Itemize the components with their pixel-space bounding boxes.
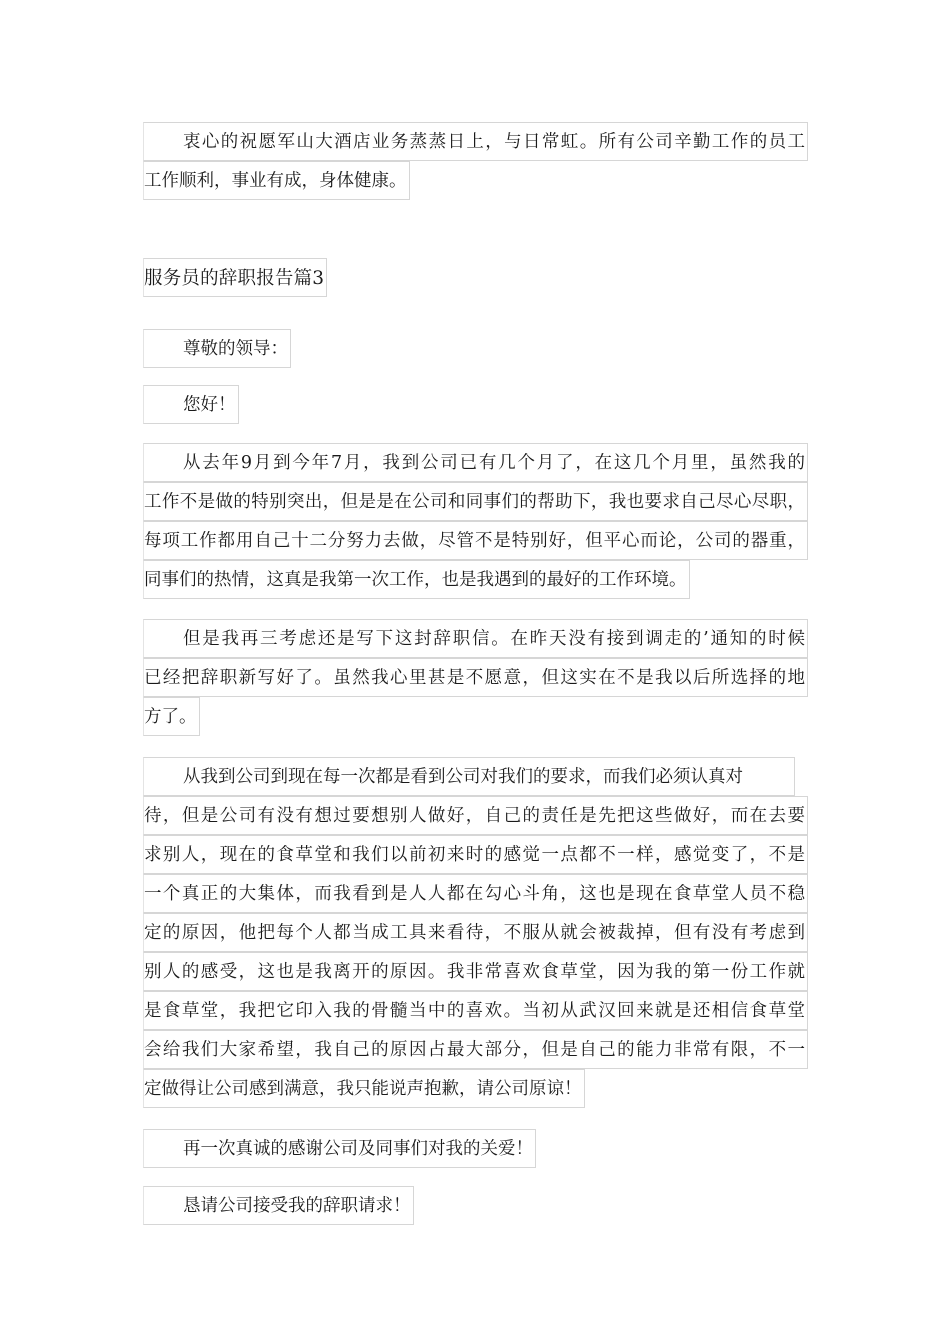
section-heading: 服务员的辞职报告篇3 — [143, 258, 327, 297]
salutation: 尊敬的领导： — [143, 329, 291, 368]
paragraph-3-line-1: 从我到公司到现在每一次都是看到公司对我们的要求，而我们必须认真对 — [143, 757, 795, 796]
paragraph-2-line-1: 但是我再三考虑还是写下这封辞职信。在昨天没有接到调走的’通知的时候 — [143, 619, 808, 658]
greeting: 您好！ — [143, 385, 239, 424]
paragraph-3-line-6: 别人的感受，这也是我离开的原因。我非常喜欢食草堂，因为我的第一份工作就 — [143, 952, 808, 991]
closing-paragraph-line-1: 衷心的祝愿军山大酒店业务蒸蒸日上，与日常虹。所有公司辛勤工作的员工 — [143, 122, 808, 161]
paragraph-3-line-2: 待，但是公司有没有想过要想别人做好，自己的责任是先把这些做好，而在去要 — [143, 796, 808, 835]
paragraph-3-line-5: 定的原因，他把每个人都当成工具来看待，不服从就会被裁掉，但有没有考虑到 — [143, 913, 808, 952]
paragraph-3-line-3: 求别人，现在的食草堂和我们以前初来时的感觉一点都不一样，感觉变了，不是 — [143, 835, 808, 874]
thanks-line: 再一次真诚的感谢公司及同事们对我的关爱！ — [143, 1129, 536, 1168]
paragraph-3-line-7: 是食草堂，我把它印入我的骨髓当中的喜欢。当初从武汉回来就是还相信食草堂 — [143, 991, 808, 1030]
closing-paragraph-line-2: 工作顺利，事业有成，身体健康。 — [143, 161, 410, 200]
paragraph-1-line-1: 从去年9月到今年7月，我到公司已有几个月了，在这几个月里，虽然我的 — [143, 443, 808, 482]
paragraph-1-line-2: 工作不是做的特别突出，但是是在公司和同事们的帮助下，我也要求自己尽心尽职， — [143, 482, 808, 521]
request-line: 恳请公司接受我的辞职请求！ — [143, 1186, 414, 1225]
paragraph-2-line-2: 已经把辞职新写好了。虽然我心里甚是不愿意，但这实在不是我以后所选择的地 — [143, 658, 808, 697]
paragraph-1-line-4: 同事们的热情，这真是我第一次工作，也是我遇到的最好的工作环境。 — [143, 560, 690, 599]
paragraph-2-line-3: 方了。 — [143, 697, 200, 736]
paragraph-3-line-9: 定做得让公司感到满意，我只能说声抱歉，请公司原谅！ — [143, 1069, 585, 1108]
paragraph-3-line-4: 一个真正的大集体，而我看到是人人都在勾心斗角，这也是现在食草堂人员不稳 — [143, 874, 808, 913]
paragraph-3-line-8: 会给我们大家希望，我自己的原因占最大部分，但是自己的能力非常有限，不一 — [143, 1030, 808, 1069]
paragraph-1-line-3: 每项工作都用自己十二分努力去做，尽管不是特别好，但平心而论，公司的器重， — [143, 521, 808, 560]
